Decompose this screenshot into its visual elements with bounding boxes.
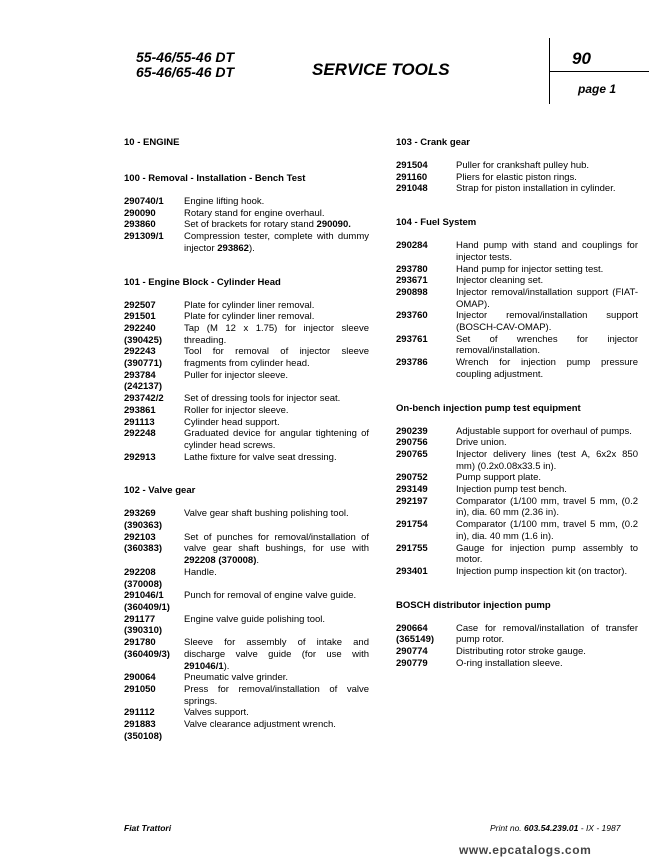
tool-description xyxy=(456,357,638,380)
description-text: Injection pump inspection kit (on tractor). xyxy=(456,565,628,577)
tool-code: 290239 xyxy=(396,425,428,437)
tool-code: 290779 xyxy=(396,657,428,669)
tool-description xyxy=(184,567,369,590)
tool-row xyxy=(124,405,369,417)
tool-description xyxy=(184,707,369,719)
description-text: Drive union. xyxy=(456,437,507,449)
tool-description xyxy=(184,452,369,464)
tool-code: 293401 xyxy=(396,565,428,577)
tool-description xyxy=(456,519,638,542)
description-text: Set of dressing tools for injector seat. xyxy=(184,393,341,405)
tool-row xyxy=(396,287,638,310)
tool-code: 293784 (242137) xyxy=(124,369,163,393)
tool-code: 292248 xyxy=(124,428,156,440)
tool-row xyxy=(124,196,369,208)
tool-row xyxy=(124,428,369,451)
tool-code: 291309/1 xyxy=(124,231,164,243)
description-text: Case for removal/installation of transfer pump rotor. xyxy=(456,622,638,646)
tool-description xyxy=(184,684,369,707)
left-sections xyxy=(124,173,369,742)
tool-code: 290284 xyxy=(396,240,428,252)
tool-description xyxy=(456,287,638,310)
tool-row xyxy=(396,426,638,438)
tool-code: 291112 xyxy=(124,707,155,719)
description-text: Adjustable support for overhaul of pumps. xyxy=(456,425,632,437)
description-text: Plate for cylinder liner removal. xyxy=(184,311,315,323)
tool-row xyxy=(396,646,638,658)
tool-row xyxy=(396,275,638,287)
description-text: Strap for piston installation in cylinder. xyxy=(456,183,616,195)
tool-row xyxy=(124,417,369,429)
print-suffix: - IX - 1987 xyxy=(578,823,621,833)
description-text: Injector cleaning set. xyxy=(456,275,544,287)
description-text: Lathe fixture for valve seat dressing. xyxy=(184,451,337,463)
tool-description xyxy=(184,428,369,451)
tool-row xyxy=(396,183,638,195)
tool-description xyxy=(184,393,369,405)
tool-description xyxy=(456,646,638,658)
tool-code: 291046/1 (360409/1) xyxy=(124,590,170,613)
tool-section xyxy=(124,173,369,255)
models-line-2: 65-46/65-46 DT xyxy=(136,64,235,80)
tool-row xyxy=(396,472,638,484)
tool-row xyxy=(396,658,638,670)
tool-code: 291050 xyxy=(124,683,156,695)
description-text: Puller for crankshaft pulley hub. xyxy=(456,160,590,171)
tool-description xyxy=(456,240,638,263)
tool-row xyxy=(124,346,369,369)
tool-row xyxy=(396,240,638,263)
tool-row xyxy=(396,357,638,380)
tool-row xyxy=(124,508,369,531)
tool-code: 293149 xyxy=(396,484,428,496)
tool-row xyxy=(396,264,638,276)
group-heading: 10 - ENGINE xyxy=(124,137,180,148)
description-text: Set of wrenches for injector removal/installation. xyxy=(456,333,638,357)
tool-row xyxy=(124,208,369,220)
tool-row xyxy=(396,623,638,646)
tool-row xyxy=(124,452,369,464)
tool-description xyxy=(184,346,369,369)
description-text: Valve clearance adjustment wrench. xyxy=(184,719,336,731)
referenced-tool-code: 292208 (370008) xyxy=(184,555,257,567)
tool-code: 290765 xyxy=(396,448,428,460)
tool-description xyxy=(184,300,369,312)
section-heading: 102 - Valve gear xyxy=(124,485,196,497)
tool-code: 291113 xyxy=(124,416,155,428)
right-sections xyxy=(396,137,638,670)
section-heading: 103 - Crank gear xyxy=(396,137,470,148)
tool-row xyxy=(124,219,369,231)
footer-print-info xyxy=(490,823,620,833)
tool-code: 293761 xyxy=(396,333,428,345)
tool-description xyxy=(184,417,369,429)
description-text: Tap (M 12 x 1.75) for injector sleeve threading. xyxy=(184,322,369,346)
referenced-tool-code: 293862 xyxy=(217,242,249,254)
description-text: Cylinder head support. xyxy=(184,416,280,428)
tool-code: 291754 xyxy=(396,519,428,531)
tool-code: 290774 xyxy=(396,646,428,658)
tool-row xyxy=(124,707,369,719)
tool-description xyxy=(456,449,638,472)
tool-code: 293269 (390363) xyxy=(124,508,163,532)
header-divider-horizontal xyxy=(549,71,649,72)
model-designations xyxy=(136,50,234,80)
tool-row xyxy=(396,543,638,566)
description-text: Pump support plate. xyxy=(456,472,542,484)
tool-description xyxy=(184,323,369,346)
description-text: Injector removal/installation support (BOSCH-CAV-OMAP). xyxy=(456,310,638,334)
print-number: 603.54.239.01 xyxy=(524,823,579,833)
tool-row xyxy=(124,614,369,637)
tool-row xyxy=(124,231,369,254)
tool-description xyxy=(184,311,369,323)
tool-description xyxy=(456,264,638,276)
description-tail: ). xyxy=(223,660,230,672)
tool-code: 293861 xyxy=(124,404,156,416)
section-heading: On-bench injection pump test equipment xyxy=(396,402,581,414)
tool-section xyxy=(124,277,369,464)
tool-description xyxy=(456,623,638,646)
tool-row xyxy=(124,300,369,312)
tool-code: 291048 xyxy=(396,183,428,195)
tool-row xyxy=(396,172,638,184)
description-text: O-ring installation sleeve. xyxy=(456,657,563,669)
tool-row xyxy=(396,160,638,172)
section-heading: 100 - Removal - Installation - Bench Test xyxy=(124,173,306,184)
tool-code: 293742/2 xyxy=(124,393,164,405)
tool-row xyxy=(396,437,638,449)
description-text: Engine valve guide polishing tool. xyxy=(184,613,326,625)
tool-code: 292240 (390425) xyxy=(124,322,163,346)
tool-description xyxy=(184,532,369,567)
tool-code: 291501 xyxy=(124,311,156,323)
tool-description xyxy=(184,196,369,208)
description-text: Engine lifting hook. xyxy=(184,196,265,207)
tool-code: 292913 xyxy=(124,451,156,463)
tool-code: 291504 xyxy=(396,160,428,171)
tool-code: 290752 xyxy=(396,472,428,484)
description-text: Comparator (1/100 mm, travel 5 mm, (0.2 in), dia. 40 mm (1.6 in). xyxy=(456,519,638,542)
tool-description xyxy=(456,437,638,449)
tool-section xyxy=(396,137,638,195)
tool-description xyxy=(456,183,638,195)
tool-description xyxy=(184,208,369,220)
tool-row xyxy=(396,566,638,578)
tool-row xyxy=(124,637,369,672)
description-text: Graduated device for angular tightening of cylinder head screws. xyxy=(184,428,369,451)
description-text: Wrench for injection pump pressure coupling adjustment. xyxy=(456,357,638,380)
tool-section xyxy=(124,485,369,742)
tool-code: 291177 (390310) xyxy=(124,613,163,637)
description-tail: ). xyxy=(248,242,255,254)
tool-description xyxy=(456,172,638,184)
description-text: Roller for injector sleeve. xyxy=(184,404,289,416)
tool-description xyxy=(184,508,369,531)
tool-code: 293760 xyxy=(396,310,428,322)
description-tail: . xyxy=(256,555,260,567)
tool-description xyxy=(184,637,369,672)
tool-row xyxy=(396,496,638,519)
tool-description xyxy=(456,426,638,438)
page-title: SERVICE TOOLS xyxy=(312,60,450,79)
tool-description xyxy=(456,472,638,484)
tool-code: 290756 xyxy=(396,437,428,449)
tool-description xyxy=(456,310,638,333)
tool-row xyxy=(124,590,369,613)
tool-description xyxy=(456,496,638,519)
tool-row xyxy=(124,684,369,707)
tool-description xyxy=(456,160,638,172)
tool-code: 293860 xyxy=(124,219,156,231)
tool-code: 290090 xyxy=(124,207,156,219)
right-column xyxy=(396,137,638,692)
description-text: Handle. xyxy=(184,566,217,578)
tool-row xyxy=(124,393,369,405)
description-text: Tool for removal of injector sleeve fragments from cylinder head. xyxy=(184,346,369,370)
description-text: Injector delivery lines (test A, 6x2x 850 mm) (0.2x0.08x33.5 in). xyxy=(456,448,638,472)
description-text: Rotary stand for engine overhaul. xyxy=(184,207,325,219)
tool-code: 290898 xyxy=(396,286,428,298)
tool-description xyxy=(456,275,638,287)
tool-code: 293671 xyxy=(396,275,428,287)
tool-row xyxy=(124,323,369,346)
tool-code: 290064 xyxy=(124,672,156,684)
tool-code: 292103 (360383) xyxy=(124,531,163,555)
section-heading: 104 - Fuel System xyxy=(396,217,477,229)
page-label: page 1 xyxy=(578,82,617,96)
tool-code: 291780 (360409/3) xyxy=(124,637,170,660)
tool-code: 292208 (370008) xyxy=(124,566,163,590)
description-text: Set of punches for removal/installation of valve gear shaft bushings, for use with xyxy=(184,531,369,555)
description-text: Press for removal/installation of valve springs. xyxy=(184,683,369,707)
tool-description xyxy=(456,566,638,578)
tool-row xyxy=(124,532,369,567)
tool-description xyxy=(184,719,369,742)
footer-publisher: Fiat Trattori xyxy=(124,823,172,833)
tool-description xyxy=(184,672,369,684)
print-prefix: Print no. xyxy=(490,823,525,833)
tool-code: 291160 xyxy=(396,171,428,183)
tool-description xyxy=(184,231,369,254)
description-text: Plate for cylinder liner removal. xyxy=(184,299,315,311)
description-text: Pliers for elastic piston rings. xyxy=(456,171,577,183)
description-text: Hand pump for injector setting test. xyxy=(456,263,604,275)
section-heading: BOSCH distributor injection pump xyxy=(396,599,551,611)
tool-code: 291883 (350108) xyxy=(124,719,163,742)
tool-row xyxy=(396,310,638,333)
tool-section xyxy=(396,403,638,578)
referenced-tool-code: 290090. xyxy=(316,219,351,231)
description-text: Injection pump test bench. xyxy=(456,484,567,496)
tool-row xyxy=(124,567,369,590)
tool-row xyxy=(124,370,369,393)
tool-code: 290664 (365149) xyxy=(396,622,435,646)
tool-row xyxy=(396,519,638,542)
tool-description xyxy=(184,590,369,613)
watermark-url: www.epcatalogs.com xyxy=(459,843,592,857)
tool-code: 291755 xyxy=(396,542,428,554)
description-text: Set of brackets for rotary stand xyxy=(184,219,317,231)
referenced-tool-code: 291046/1 xyxy=(184,660,224,672)
tool-row xyxy=(124,719,369,742)
tool-description xyxy=(184,219,369,231)
description-text: Injector removal/installation support (FIAT-OMAP). xyxy=(456,286,638,310)
description-text: Punch for removal of engine valve guide. xyxy=(184,590,357,602)
tool-code: 293780 xyxy=(396,263,428,275)
description-text: Distributing rotor stroke gauge. xyxy=(456,646,586,658)
description-text: Hand pump with stand and couplings for injector tests. xyxy=(456,240,638,263)
section-number: 90 xyxy=(572,49,591,68)
tool-code: 290740/1 xyxy=(124,196,164,207)
tool-row xyxy=(396,484,638,496)
tool-description xyxy=(456,334,638,357)
tool-code: 292197 xyxy=(396,495,428,507)
description-text: Valves support. xyxy=(184,707,249,719)
tool-description xyxy=(184,370,369,393)
left-column xyxy=(124,137,369,764)
section-heading: 101 - Engine Block - Cylinder Head xyxy=(124,276,281,288)
tool-description xyxy=(184,405,369,417)
description-text: Puller for injector sleeve. xyxy=(184,369,289,381)
description-text: Gauge for injection pump assembly to motor. xyxy=(456,542,638,566)
tool-section xyxy=(396,217,638,380)
description-text: Comparator (1/100 mm, travel 5 mm, (0.2 in), dia. 60 mm (2.36 in). xyxy=(456,495,638,519)
tool-code: 292243 (390771) xyxy=(124,346,163,370)
description-text: Valve gear shaft bushing polishing tool. xyxy=(184,508,349,520)
tool-row xyxy=(396,334,638,357)
tool-description xyxy=(456,484,638,496)
tool-row xyxy=(124,311,369,323)
description-text: Compression tester, complete with dummy injector xyxy=(184,231,369,254)
tool-row xyxy=(396,449,638,472)
tool-description xyxy=(456,543,638,566)
tool-code: 293786 xyxy=(396,357,428,369)
tool-description xyxy=(184,614,369,637)
tool-row xyxy=(124,672,369,684)
models-line-1: 55-46/55-46 DT xyxy=(136,49,235,65)
description-text: Pneumatic valve grinder. xyxy=(184,672,289,684)
tool-section xyxy=(396,600,638,670)
tool-description xyxy=(456,658,638,670)
tool-code: 292507 xyxy=(124,299,156,311)
description-text: Sleeve for assembly of intake and discharge valve guide (for use with xyxy=(184,637,369,660)
